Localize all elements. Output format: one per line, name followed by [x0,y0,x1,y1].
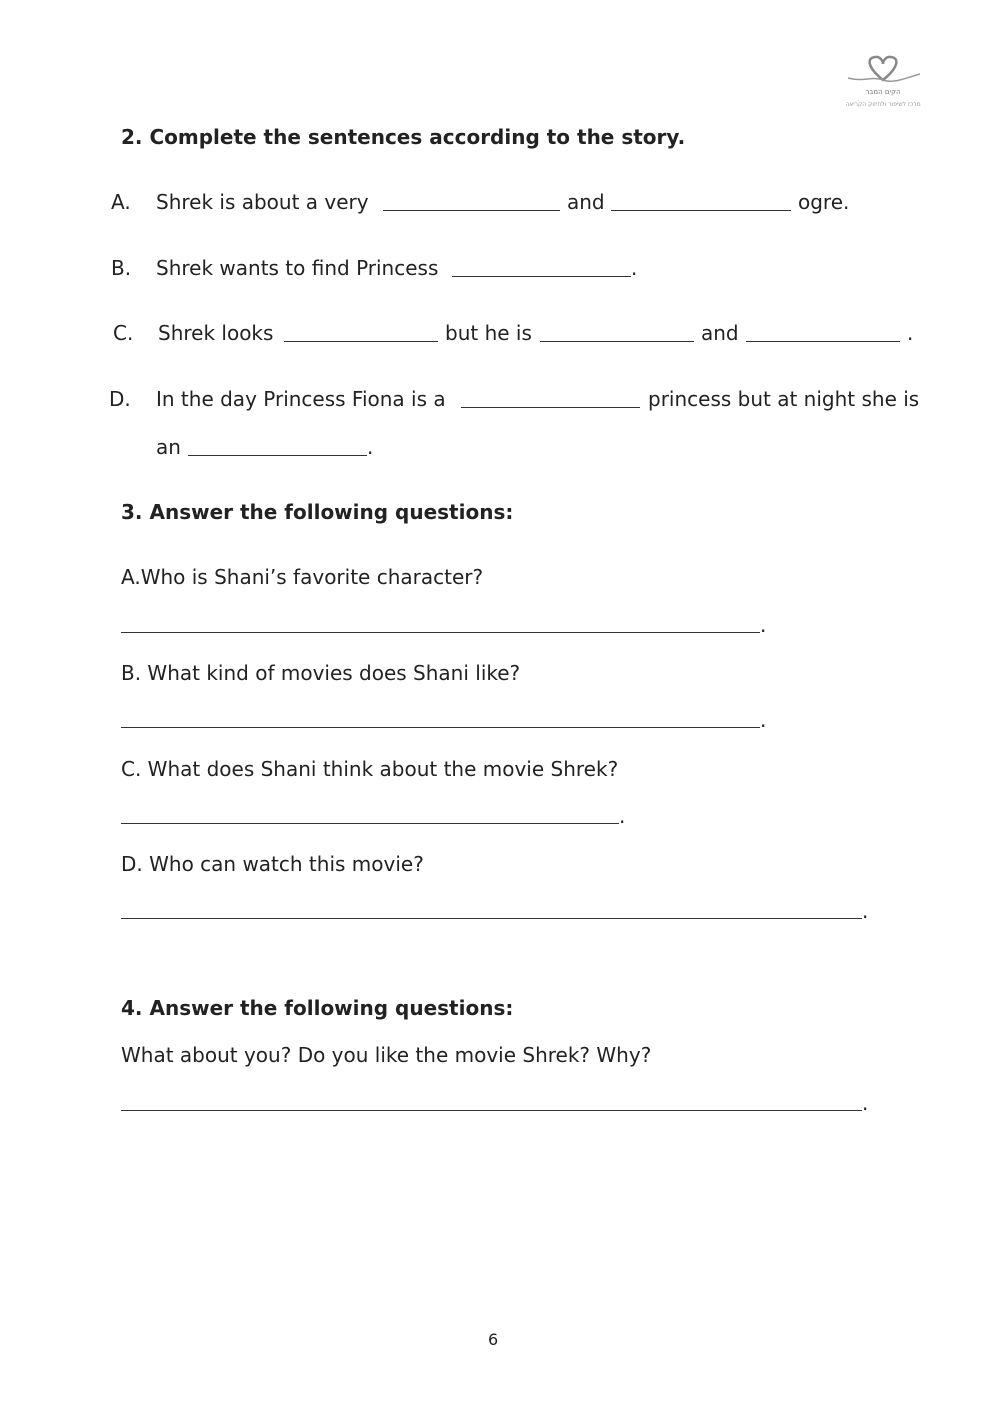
answer-c-line[interactable] [121,823,619,824]
answer-b-line[interactable] [121,727,760,728]
item-a-text-1: Shrek is about a very [156,190,369,214]
question-d: D. Who can watch this movie? [121,852,424,876]
section-4-answer-line[interactable] [121,1110,862,1111]
item-a-blank-2[interactable] [611,210,791,211]
item-b-letter: B. [111,256,132,280]
logo-subcaption: מרכז לשיפור ולחיזוק הקריאה [845,101,921,108]
logo-caption: הקים המבר [865,88,901,96]
section-2-title: 2. Complete the sentences according to the story. [121,125,686,149]
page-number: 6 [488,1330,499,1349]
answer-d-line[interactable] [121,918,862,919]
answer-a-line[interactable] [121,632,760,633]
question-a: A.Who is Shani’s favorite character? [121,565,484,589]
section-3-title: 3. Answer the following questions: [121,500,514,524]
section-4-answer-end: . [862,1091,869,1115]
item-a-text-3: ogre. [798,190,850,214]
question-c: C. What does Shani think about the movie Shrek? [121,757,619,781]
item-c-blank-3[interactable] [746,341,900,342]
item-d-letter: D. [109,387,131,411]
item-a-text-2: and [567,190,605,214]
item-d-text-4: . [367,435,374,459]
item-d-blank-1[interactable] [461,407,640,408]
item-b-blank-1[interactable] [452,276,631,277]
item-c-text-3: and [701,321,739,345]
item-b-text-1: Shrek wants to find Princess [156,256,439,280]
item-c-letter: C. [113,321,134,345]
section-4-question: What about you? Do you like the movie Shrek? Why? [121,1043,652,1067]
item-a-blank-1[interactable] [383,210,560,211]
item-c-text-1: Shrek looks [158,321,274,345]
answer-b-end: . [760,708,767,732]
answer-c-end: . [619,804,626,828]
item-b-text-2: . [631,256,638,280]
heart-ribbon-logo [838,52,928,112]
item-c-blank-1[interactable] [284,341,438,342]
item-d-blank-2[interactable] [188,455,367,456]
item-d-text-1: In the day Princess Fiona is a [156,387,446,411]
item-c-text-2: but he is [445,321,532,345]
item-d-text-2: princess but at night she is [648,387,920,411]
answer-a-end: . [760,613,767,637]
item-c-text-4: . [907,321,914,345]
answer-d-end: . [862,899,869,923]
question-b: B. What kind of movies does Shani like? [121,661,521,685]
item-d-text-3: an [156,435,181,459]
section-4-title: 4. Answer the following questions: [121,996,514,1020]
item-c-blank-2[interactable] [540,341,694,342]
item-a-letter: A. [111,190,131,214]
